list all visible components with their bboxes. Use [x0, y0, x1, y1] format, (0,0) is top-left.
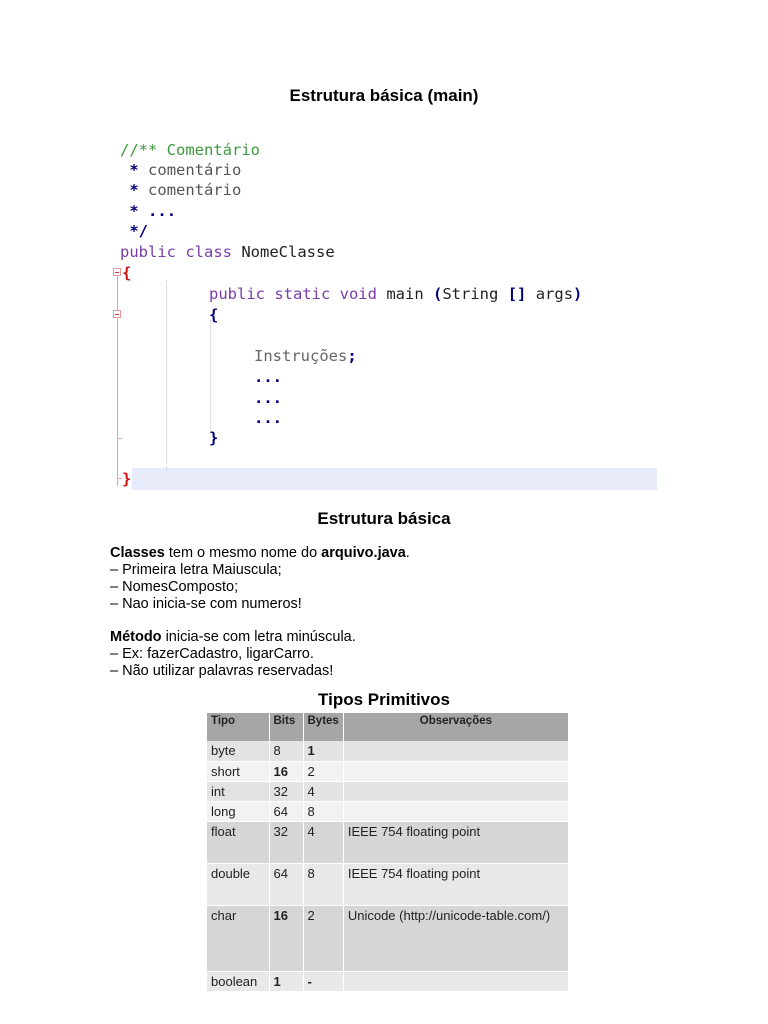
cell-bytes: 2: [303, 905, 343, 971]
code-snippet: [110, 138, 657, 492]
code-line: [209, 305, 218, 325]
cell-bits: 32: [269, 781, 303, 801]
classes-text: .: [405, 545, 410, 561]
cell-obs: [343, 741, 568, 761]
code-token: *: [129, 181, 139, 199]
code-line: [120, 242, 335, 262]
column-header-bytes: Bytes: [303, 713, 343, 741]
fold-collapse-icon[interactable]: [113, 310, 121, 318]
code-token: ...: [148, 202, 177, 220]
code-token: NomeClasse: [241, 243, 335, 261]
cell-bytes: 8: [303, 801, 343, 821]
code-token: String: [442, 285, 499, 303]
column-header-tipo: Tipo: [207, 713, 269, 741]
code-line: [254, 408, 282, 428]
code-token: ...: [254, 368, 282, 386]
column-header-observacoes: Observações: [343, 713, 568, 741]
table-row: [207, 761, 569, 781]
list-item: – Nao inicia-se com numeros!: [110, 596, 302, 612]
code-line: [120, 140, 260, 160]
list-item: – Não utilizar palavras reservadas!: [110, 663, 334, 679]
code-token: */: [129, 222, 149, 240]
cell-bits: 64: [269, 863, 303, 905]
cell-bits: 32: [269, 821, 303, 863]
code-line: [254, 346, 357, 366]
table-row: [207, 863, 569, 905]
table-row: [207, 971, 569, 991]
code-keyword: public static void: [209, 285, 377, 303]
cell-bits: 1: [269, 971, 303, 991]
code-token: args: [535, 285, 574, 303]
classes-text: tem o mesmo nome do: [164, 545, 322, 561]
code-keyword: public class: [120, 243, 232, 261]
fold-collapse-icon[interactable]: [113, 268, 121, 276]
cell-bytes: 1: [303, 741, 343, 761]
code-token: comentário: [148, 161, 242, 179]
cell-bytes: 4: [303, 781, 343, 801]
cell-bytes: 4: [303, 821, 343, 863]
cell-obs: [343, 761, 568, 781]
table-row: [207, 801, 569, 821]
code-token: comentário: [148, 181, 242, 199]
code-token: (: [433, 285, 443, 303]
code-comment: //** Comentário: [120, 141, 260, 159]
table-row: [207, 821, 569, 863]
code-token: ...: [254, 389, 282, 407]
cell-tipo: boolean: [207, 971, 269, 991]
cell-bits: 16: [269, 905, 303, 971]
code-brace: {: [122, 264, 132, 282]
code-brace: }: [122, 470, 132, 488]
code-token: main: [386, 285, 424, 303]
cell-bytes: 8: [303, 863, 343, 905]
cell-obs: IEEE 754 floating point: [343, 863, 568, 905]
cell-tipo: byte: [207, 741, 269, 761]
method-paragraph: [110, 629, 356, 680]
fold-end-marker: [117, 438, 122, 439]
code-line: [122, 263, 131, 283]
code-line: [209, 428, 218, 448]
code-line: [120, 180, 241, 200]
code-line: [209, 284, 582, 304]
cell-obs: [343, 801, 568, 821]
column-header-bits: Bits: [269, 713, 303, 741]
code-line: [254, 388, 282, 408]
classes-filename: arquivo.java: [321, 545, 406, 561]
cell-tipo: short: [207, 761, 269, 781]
code-line: [120, 201, 176, 221]
primitive-types-table: [207, 713, 569, 992]
code-token: *: [129, 202, 139, 220]
section-heading-primitives: Tipos Primitivos: [318, 690, 450, 709]
code-token: ...: [254, 409, 282, 427]
cell-bits: 16: [269, 761, 303, 781]
cell-tipo: int: [207, 781, 269, 801]
code-brace: {: [209, 306, 219, 324]
cell-bytes: -: [303, 971, 343, 991]
method-term: Método: [110, 629, 162, 645]
classes-paragraph: [110, 545, 410, 613]
cell-obs: [343, 971, 568, 991]
cell-tipo: long: [207, 801, 269, 821]
code-line: [254, 367, 282, 387]
code-line: [120, 221, 148, 241]
list-item: – Primeira letra Maiuscula;: [110, 562, 282, 578]
cell-obs: IEEE 754 floating point: [343, 821, 568, 863]
cell-bytes: 2: [303, 761, 343, 781]
method-intro: [110, 629, 356, 646]
code-line: [122, 469, 131, 489]
code-token: []: [507, 285, 527, 303]
code-token: Instruções: [254, 347, 348, 365]
table-row: [207, 905, 569, 971]
indent-guide: [210, 320, 211, 430]
list-item: – NomesComposto;: [110, 579, 239, 595]
cell-tipo: char: [207, 905, 269, 971]
section-heading-basic: Estrutura básica: [317, 509, 451, 528]
code-token: ): [573, 285, 583, 303]
classes-term: Classes: [110, 545, 165, 561]
code-brace: }: [209, 429, 219, 447]
page-title: Estrutura básica (main): [289, 86, 479, 105]
code-line: [120, 160, 241, 180]
cell-obs: [343, 781, 568, 801]
table-row: [207, 781, 569, 801]
current-line-highlight: [132, 468, 657, 490]
classes-intro: [110, 545, 410, 562]
cell-tipo: float: [207, 821, 269, 863]
cell-tipo: double: [207, 863, 269, 905]
table-header-row: [207, 713, 569, 741]
fold-gutter-line: [117, 270, 118, 486]
cell-bits: 64: [269, 801, 303, 821]
indent-guide: [166, 280, 167, 470]
method-text: inicia-se com letra minúscula.: [161, 629, 356, 645]
code-token: ;: [347, 347, 357, 365]
cell-bits: 8: [269, 741, 303, 761]
cell-obs: Unicode (http://unicode-table.com/): [343, 905, 568, 971]
code-token: *: [129, 161, 139, 179]
list-item: – Ex: fazerCadastro, ligarCarro.: [110, 646, 314, 662]
table-row: [207, 741, 569, 761]
